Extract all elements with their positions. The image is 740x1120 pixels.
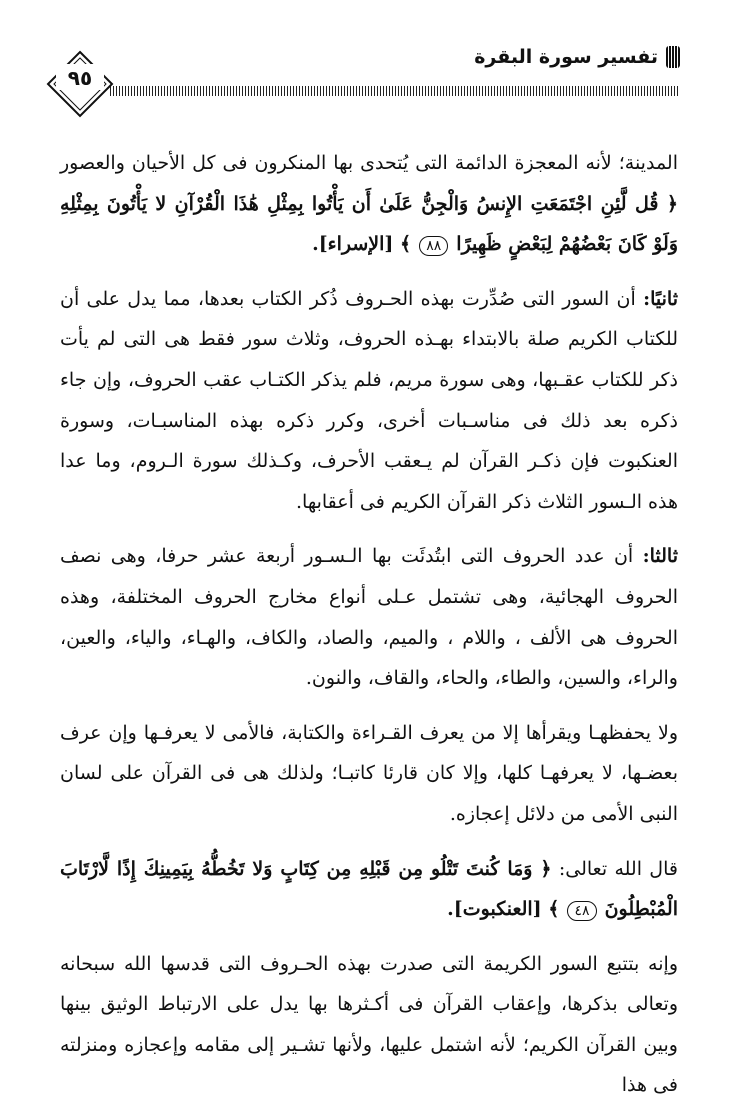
page-number-badge (46, 50, 114, 118)
paragraph-1 (60, 143, 678, 265)
paragraph-5-text: قال الله تعالى: (558, 857, 678, 880)
verse-number-48: ٤٨ (567, 901, 596, 921)
ornament-icon (666, 46, 680, 68)
verse-reference-isra: ﴾ [الإسراء]. (312, 233, 412, 256)
header-rule (110, 86, 680, 96)
paragraph-5 (60, 849, 678, 930)
paragraph-3-text: أن عدد الحروف التى ابتُدئَت بها الـسـور أربعة عشر حرفا، وهى نصف الحروف الهجائية، وهى تشتمل عـلى أنواع مخارج الحروف المختلفة، وهذه الحروف هى الألف ، واللام ، والميم، والصاد، والكاف، والهـاء، والياء، والعين، والراء، والسين، والطاء، والحاء، والقاف، والنون. (60, 545, 678, 690)
paragraph-3-lead: ثالثا: (642, 545, 678, 568)
verse-reference-ankabut: ﴾ [العنكبوت]. (447, 898, 560, 921)
paragraph-2 (60, 279, 678, 523)
page-number: ٩٥ (67, 66, 93, 90)
page-body (60, 143, 678, 1120)
quran-verse-ankabut: ﴿ وَمَا كُنتَ تَتْلُو مِن قَبْلِهِ مِن كِتَابٍ وَلا تَخُطُّهُ بِيَمِينِكَ إِذًا لَّارْتَابَ الْمُبْطِلُونَ (60, 857, 678, 921)
verse-number-88: ٨٨ (419, 236, 448, 256)
paragraph-4 (60, 713, 678, 835)
paragraph-6 (60, 944, 678, 1106)
paragraph-3 (60, 536, 678, 698)
paragraph-2-lead: ثانيًا: (643, 287, 678, 310)
paragraph-4-text: ولا يحفظهـا ويقرأها إلا من يعرف القـراءة والكتابة، فالأمى لا يعرفـها وإن عرف بعضـها، لا يعرفهـا كلها، وإلا كان قارئا كاتبـا؛ ولذلك هى فى القرآن على لسان النبى الأمى من دلائل إعجازه. (60, 721, 678, 825)
paragraph-1-text: المدينة؛ لأنه المعجزة الدائمة التى يُتحدى بها المنكرون فى كل الأحيان والعصور (60, 152, 678, 174)
book-title: تفسير سورة البقرة (474, 46, 658, 68)
paragraph-2-text: أن السور التى صُدِّرت بهذه الحـروف ذُكر الكتاب بعدها، مما يدل على أن للكتاب الكريم صلة بالابتداء بهـذه الحروف، وثلاث سور فقط هى التى لم يأت ذكر للكتاب عقـبها، وهى سورة مريم، فلم يذكر الكتـاب عقب الحروف، وإن جاء ذكره بعد ذلك فى مناسـبات أخرى، وكرر ذكره بهذه المناسبـات، وسورة العنكبوت فإن ذكـر القرآن لم يـعقب الأحرف، وكـذلك سورة الـروم، وما عدا هذه الـسور الثلاث ذكر القرآن الكريم فى أعقابها. (60, 287, 678, 513)
running-title (474, 46, 680, 68)
paragraph-6-text: وإنه بتتبع السور الكريمة التى صدرت بهذه الحـروف التى قدسها الله سبحانه وتعالى بذكرها، وإعقاب القرآن فى أكـثرها بها يدل على الارتباط الوثيق بينها وبين القرآن الكريم؛ لأنه اشتمل عليها، ولأنها تشـير إلى مقامه وإعجازه ومنزلته فى هذا (60, 952, 678, 1097)
quran-verse-isra: ﴿ قُل لَّئِنِ اجْتَمَعَتِ الإِنسُ وَالْجِنُّ عَلَىٰ أَن يَأْتُوا بِمِثْلِ هَٰذَا الْقُرْآنِ لا يَأْتُونَ بِمِثْلِهِ وَلَوْ كَانَ بَعْضُهُمْ لِبَعْضٍ ظَهِيرًا (60, 192, 678, 256)
page-header (40, 38, 680, 128)
